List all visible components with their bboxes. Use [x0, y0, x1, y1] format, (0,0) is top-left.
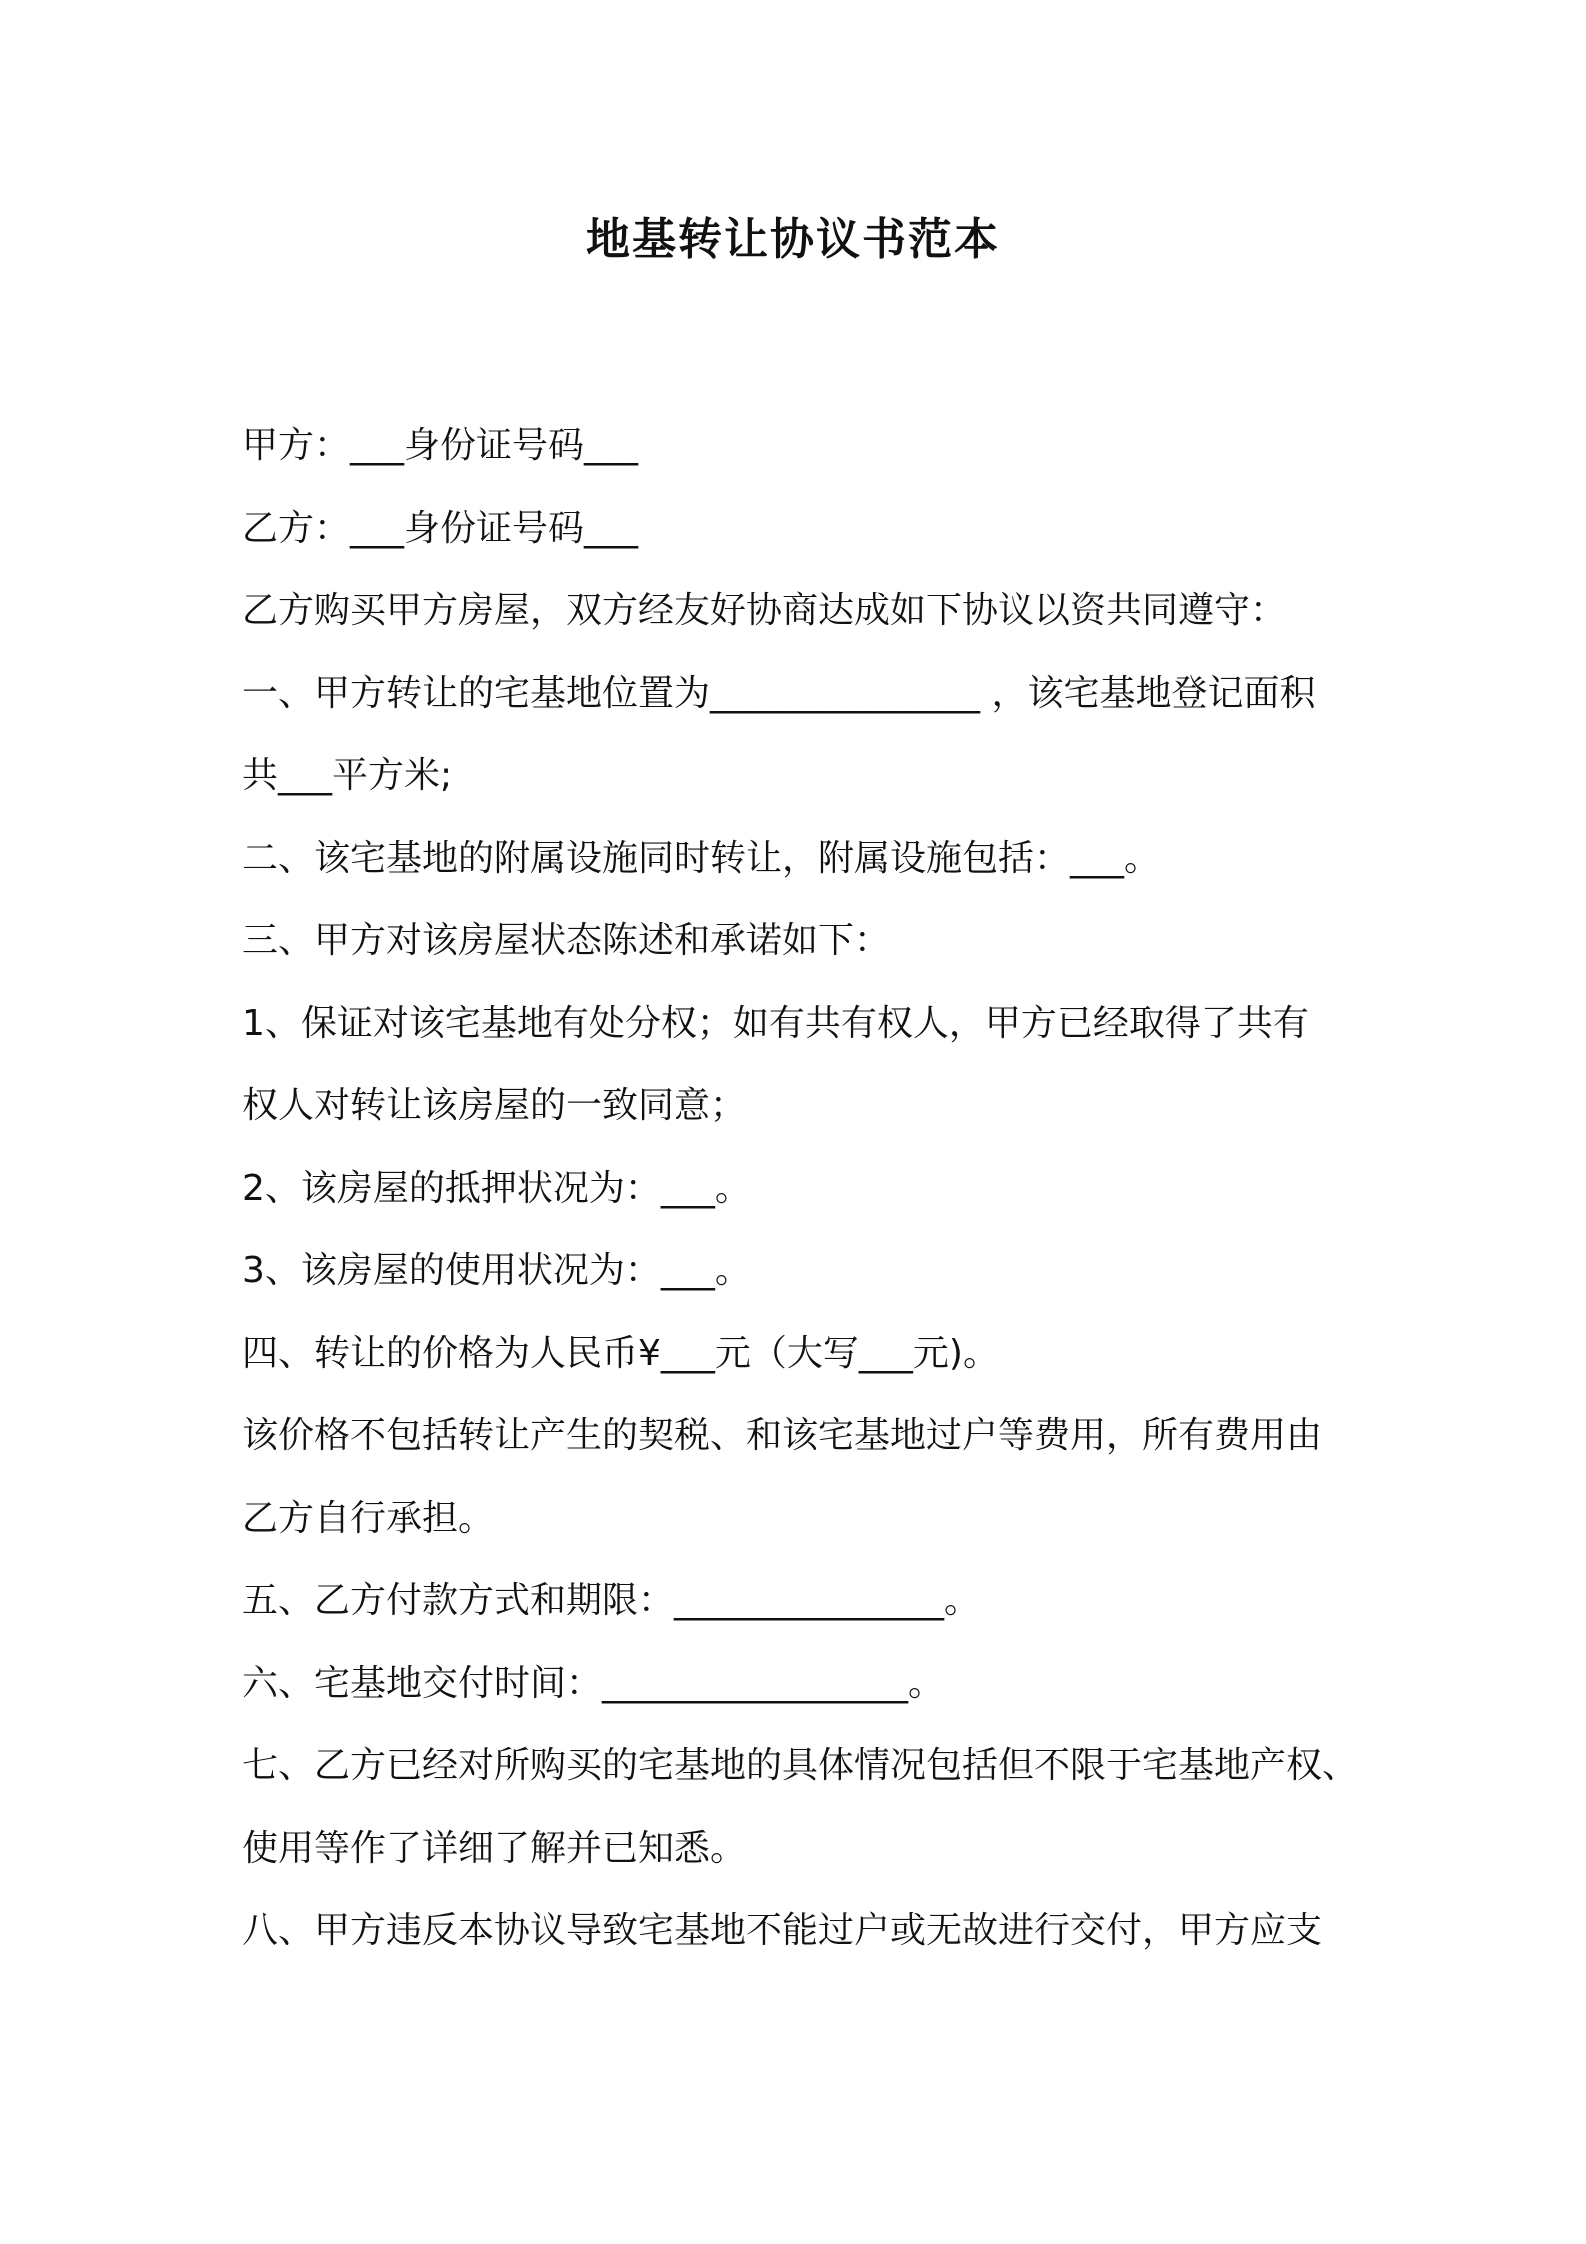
clause-7-line: 七、乙方已经对所购买的宅基地的具体情况包括但不限于宅基地产权、: [242, 1745, 1359, 1786]
document-body: [242, 405, 1372, 1973]
clause-3-item-1: 1、保证对该宅基地有处分权；如有共有权人，甲方已经取得了共有: [242, 1002, 1309, 1044]
clause-1-continuation: 共___平方米;: [242, 755, 453, 796]
clause-1-line: 一、甲方转让的宅基地位置为_______________ ，该宅基地登记面积: [242, 672, 1316, 714]
clause-6-line: 六、宅基地交付时间：_________________。: [242, 1662, 945, 1704]
clause-4-note: 该价格不包括转让产生的契税、和该宅基地过户等费用，所有费用由: [242, 1415, 1323, 1456]
clause-5-line: 五、乙方付款方式和期限：_______________。: [242, 1580, 981, 1621]
clause-3-item-2: 2、该房屋的抵押状况为：___。: [242, 1167, 751, 1209]
clause-3-item-1-continuation: 权人对转让该房屋的一致同意；: [242, 1085, 747, 1126]
document-title: 地基转让协议书范本: [586, 214, 1000, 265]
clause-8-line: 八、甲方违反本协议导致宅基地不能过户或无故进行交付，甲方应支: [242, 1910, 1323, 1951]
clause-3-line: 三、甲方对该房屋状态陈述和承诺如下：: [242, 920, 891, 961]
party-a-line: 甲方：___身份证号码___: [242, 425, 639, 466]
clause-4-line: 四、转让的价格为人民币¥___元（大写___元)。: [242, 1332, 999, 1374]
clause-7-continuation: 使用等作了详细了解并已知悉。: [242, 1827, 747, 1869]
preamble-line: 乙方购买甲方房屋，双方经友好协商达成如下协议以资共同遵守：: [242, 590, 1287, 631]
party-b-line: 乙方：___身份证号码___: [242, 507, 639, 549]
clause-3-item-3: 3、该房屋的使用状况为：___。: [242, 1250, 751, 1291]
clause-2-line: 二、该宅基地的附属设施同时转让，附属设施包括：___。: [242, 837, 1161, 879]
clause-4-note-continuation: 乙方自行承担。: [242, 1497, 495, 1539]
